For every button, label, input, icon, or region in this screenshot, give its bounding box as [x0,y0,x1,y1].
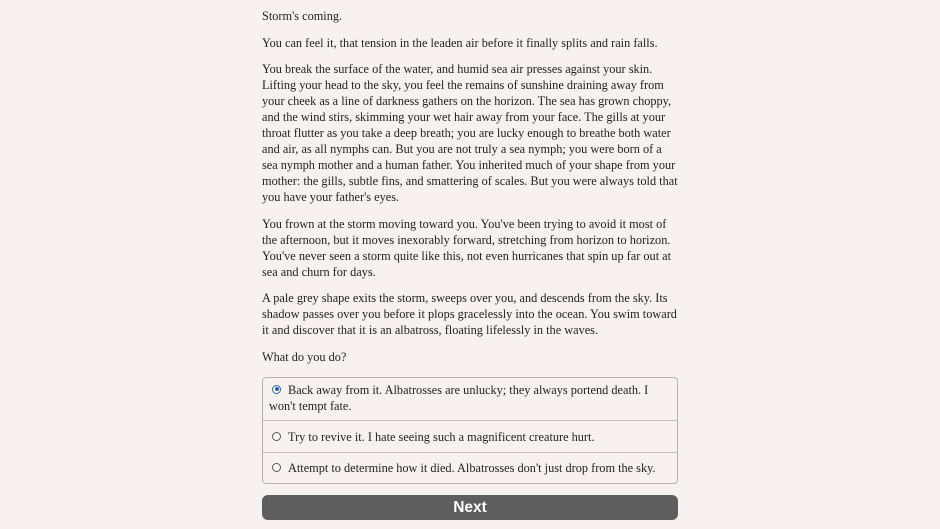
question-prompt: What do you do? [262,349,347,364]
story-paragraph: You can feel it, that tension in the leaden air before it finally splits and rain falls. [262,35,658,50]
story-paragraph: You break the surface of the water, and humid sea air presses against your skin. Lifting your head to the sky, you feel the remains of sunshine draining away from your cheek as a line of darkness gathers on the horizon. The sea has grown choppy, and the wind stirs, skimming your wet hair away from your face. The gills at your throat flutter as you take a deep breath; you are lucky enough to breathe both water and air, as all nymphs can. But you are not truly a sea nymph; you were born of a sea nymph mother and a human father. You inherited much of your shape from your mother: the gills, subtle fins, and smattering of scales. But you were always told that you have your father's eyes. [262,62,678,204]
choice-option[interactable] [263,452,677,483]
choice-label: Back away from it. Albatrosses are unlucky; they always portend death. I won't tempt fate. [269,382,649,413]
story-paragraph: You frown at the storm moving toward you. You've been trying to avoid it most of the afternoon, but it moves inexorably forward, stretching from horizon to horizon. You've never seen a storm quite like this, not even hurricanes that spin up far out at sea and churn for days. [262,216,672,279]
radio-unselected-icon[interactable] [272,432,281,441]
choice-option[interactable] [263,420,677,452]
choice-label: Attempt to determine how it died. Albatrosses don't just drop from the sky. [288,460,656,475]
radio-selected-icon[interactable] [272,385,281,394]
choice-option[interactable] [263,378,677,420]
story-paragraph: Storm's coming. [262,9,343,23]
story-content [262,0,678,520]
next-button[interactable]: Next [262,495,678,520]
story-paragraph: A pale grey shape exits the storm, sweeps over you, and descends from the sky. Its shadow passes over you before it plops gracelessly into the ocean. You swim toward it and discover that it is an albatross, floating lifelessly in the waves. [262,291,677,337]
choice-label: Try to revive it. I hate seeing such a magnificent creature hurt. [288,429,595,444]
radio-unselected-icon[interactable] [272,463,281,472]
choice-list [262,377,678,484]
